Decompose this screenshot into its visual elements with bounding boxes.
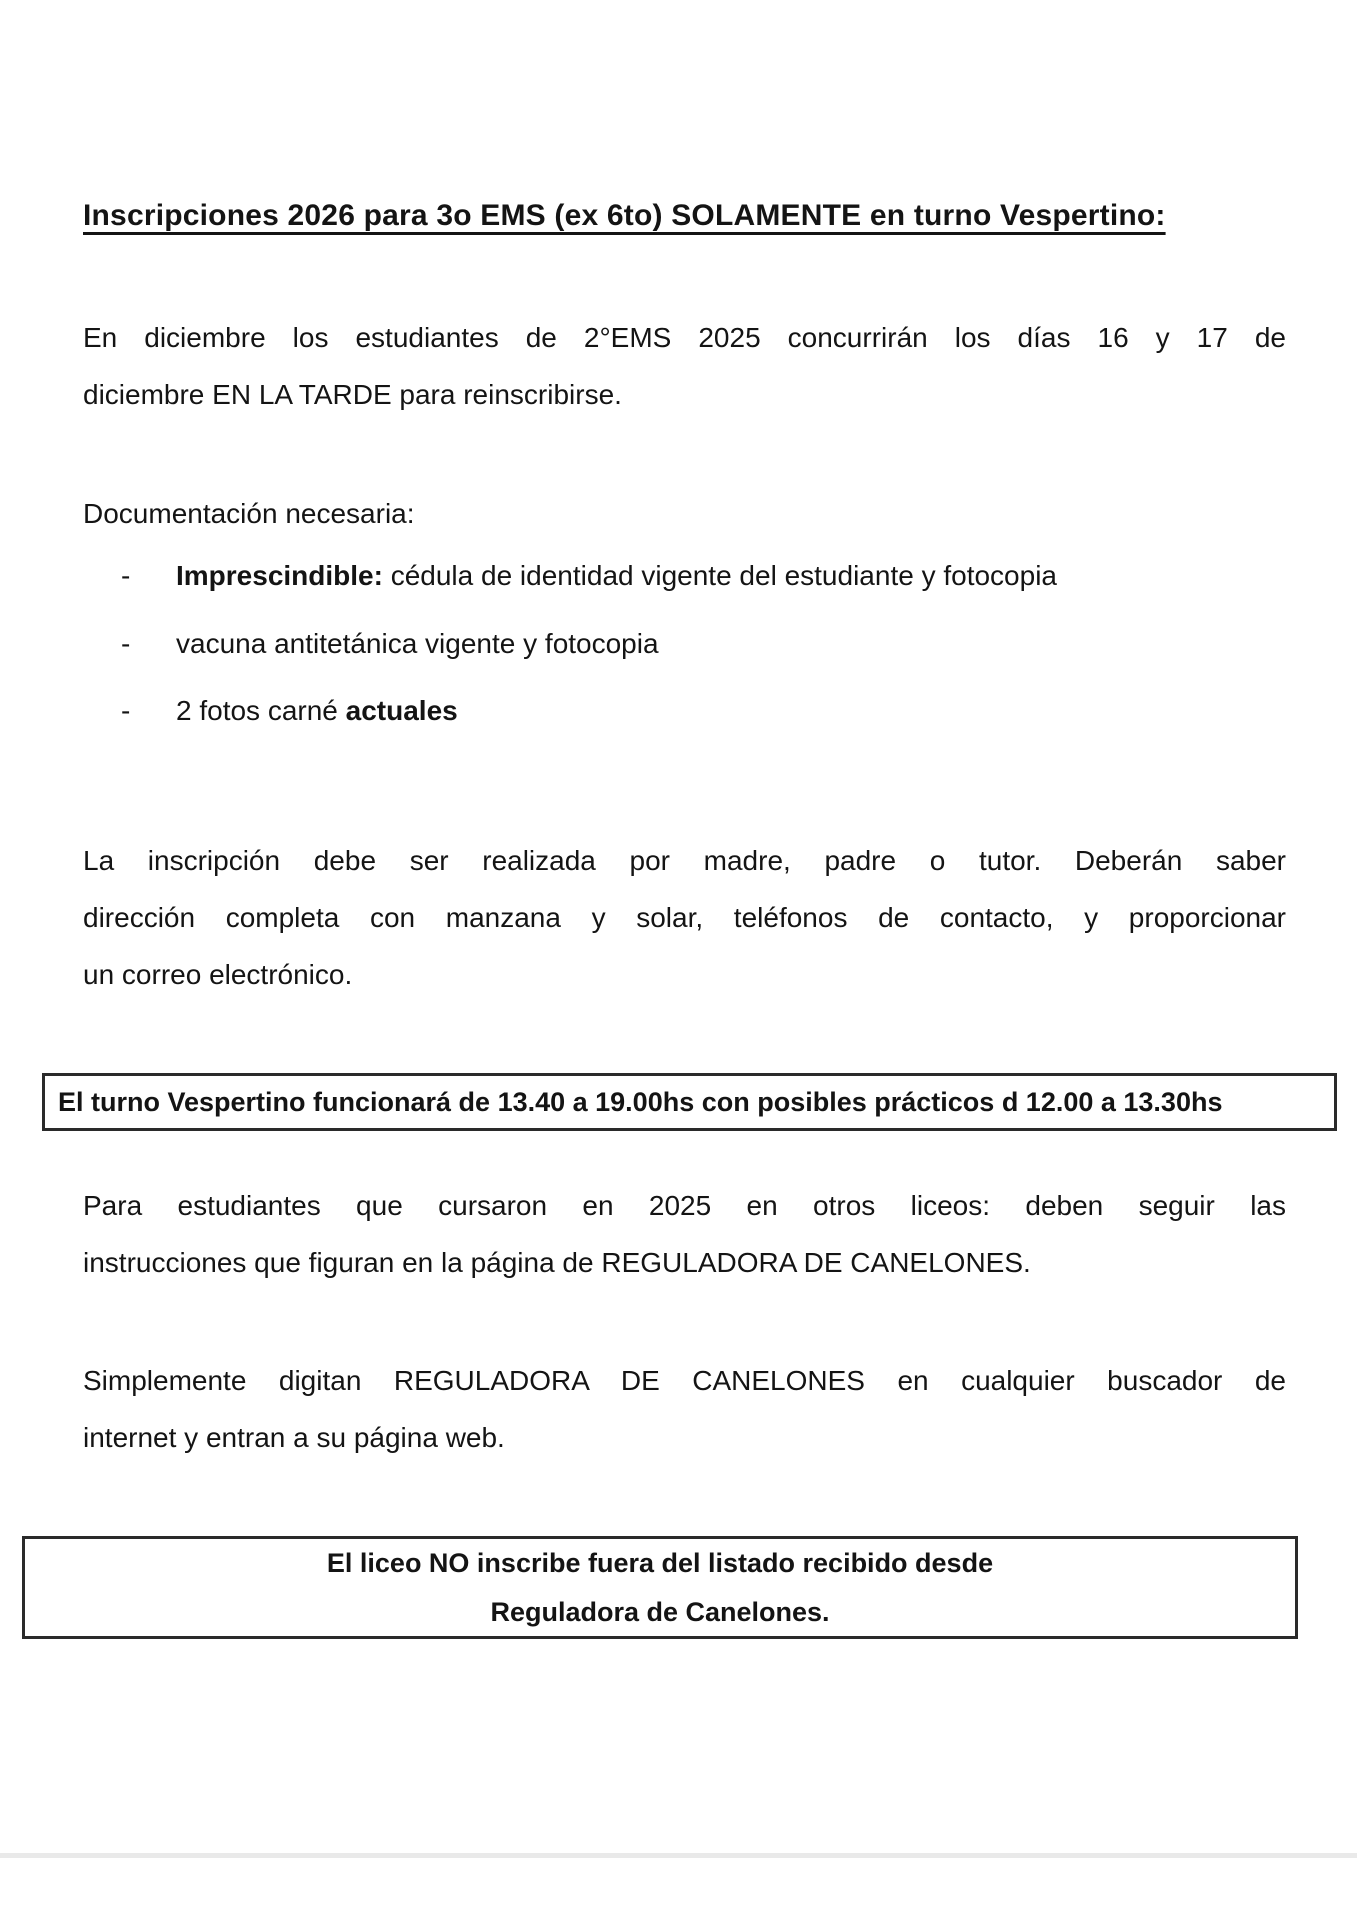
listing-notice-line: El liceo NO inscribe fuera del listado recibido desde — [326, 1547, 994, 1578]
bullet-text-bold: Imprescindible: — [176, 560, 383, 591]
paragraph-line: internet y entran a su página web. — [83, 1422, 505, 1453]
bullet-text: vacuna antitetánica vigente y fotocopia — [176, 628, 659, 659]
bullet-item-vacuna — [121, 615, 1286, 672]
paragraph-search — [83, 1352, 1286, 1466]
bullet-text: cédula de identidad vigente del estudiante y fotocopia — [382, 560, 1057, 591]
paragraph-line: diciembre EN LA TARDE para reinscribirse. — [83, 379, 622, 410]
documentation-heading: Documentación necesaria: — [83, 498, 415, 529]
paragraph-line: Simplemente digitan REGULADORA DE CANELONES en cualquier buscador de — [83, 1365, 1286, 1396]
page-break-separator — [0, 1853, 1357, 1858]
bullet-dash: - — [121, 628, 131, 659]
bullet-text-bold: actuales — [345, 695, 458, 726]
bullet-dash: - — [121, 560, 131, 591]
bullet-item-cedula — [121, 547, 1286, 604]
paragraph-line: instrucciones que figuran en la página de REGULADORA DE CANELONES. — [83, 1247, 1031, 1278]
bullet-text: 2 fotos carné — [176, 695, 346, 726]
paragraph-line: La inscripción debe ser realizada por madre, padre o tutor. Deberán saber — [83, 845, 1286, 876]
schedule-notice-box — [42, 1073, 1337, 1131]
paragraph-line: En diciembre los estudiantes de 2°EMS 2025 concurrirán los días 16 y 17 de — [83, 322, 1286, 353]
listing-notice-line: Reguladora de Canelones. — [490, 1596, 830, 1627]
paragraph-line: dirección completa con manzana y solar, teléfonos de contacto, y proporcionar — [83, 902, 1286, 933]
paragraph-inscription — [83, 832, 1286, 1003]
paragraph-line: un correo electrónico. — [83, 959, 353, 990]
bullet-item-fotos — [121, 682, 1286, 739]
paragraph-december — [83, 309, 1286, 423]
bullet-dash: - — [121, 695, 131, 726]
schedule-notice-text: El turno Vespertino funcionará de 13.40 a 19.00hs con posibles prácticos d 12.00 a 13.30hs — [58, 1086, 1223, 1117]
paragraph-other-schools — [83, 1177, 1286, 1291]
listing-notice-box — [22, 1536, 1298, 1639]
paragraph-line: Para estudiantes que cursaron en 2025 en otros liceos: deben seguir las — [83, 1190, 1286, 1221]
document-title: Inscripciones 2026 para 3o EMS (ex 6to) SOLAMENTE en turno Vespertino: — [83, 199, 1166, 232]
